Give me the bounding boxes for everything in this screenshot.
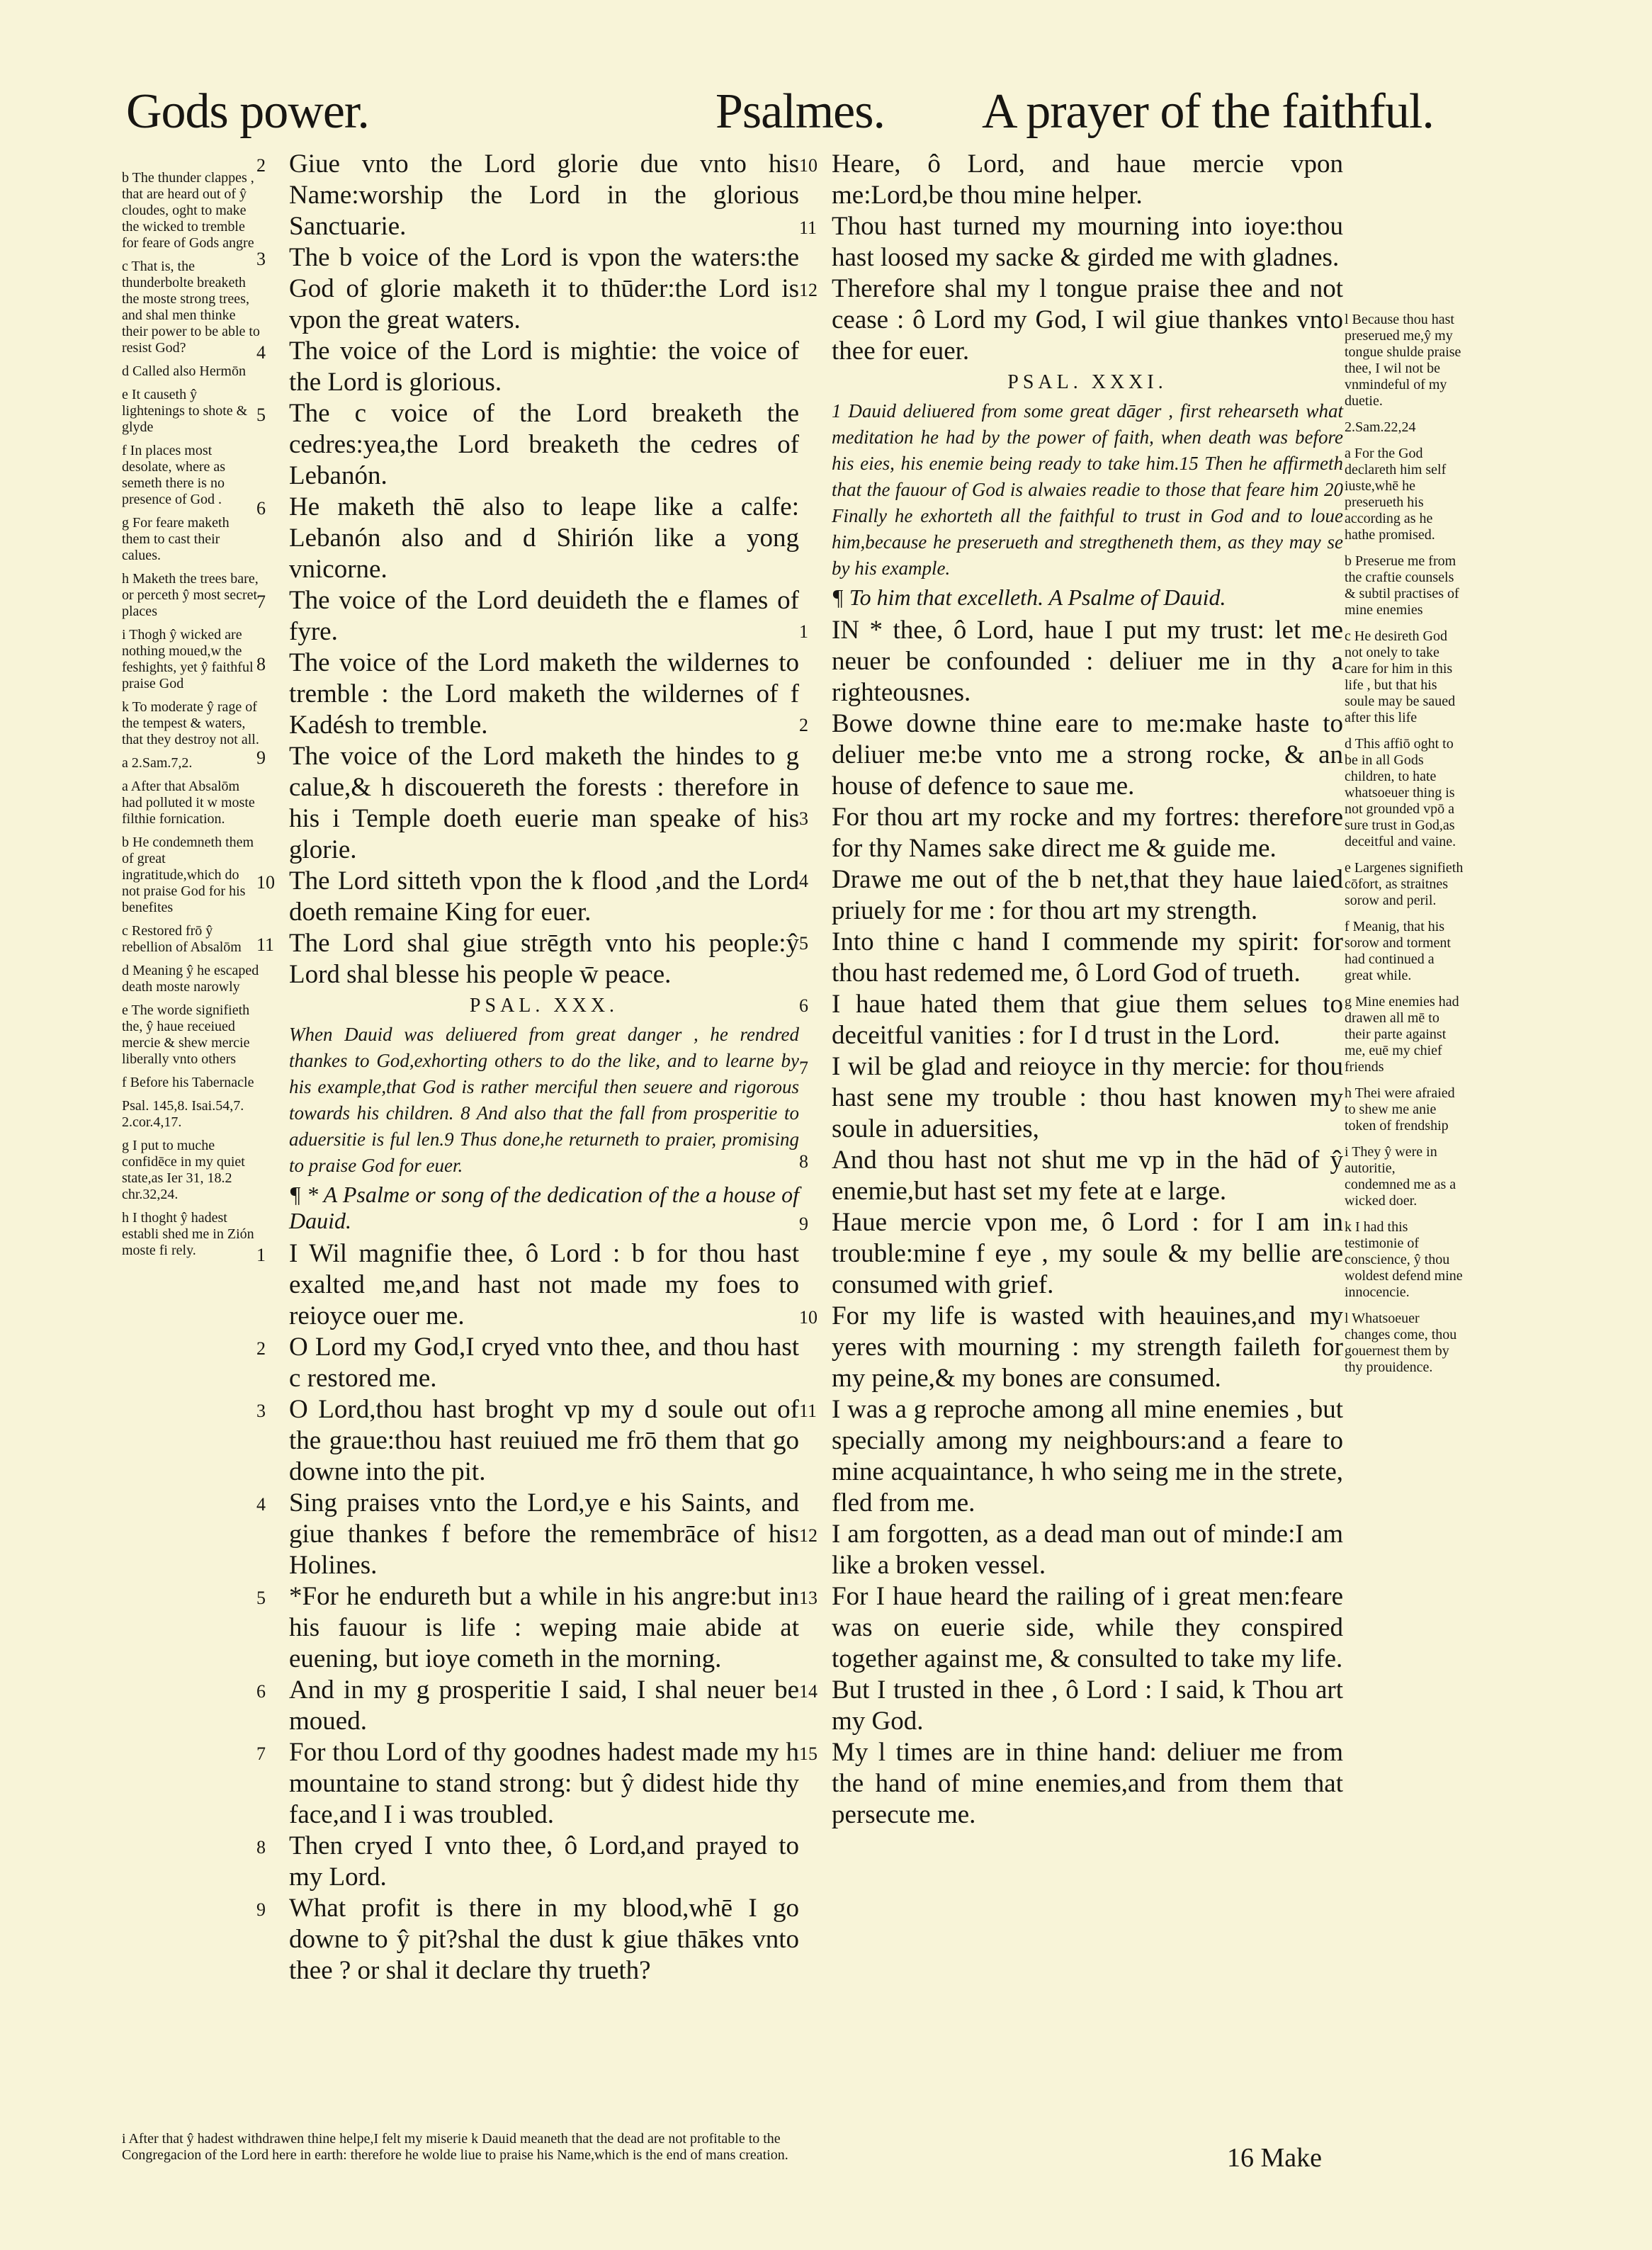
verse-number: 9 bbox=[256, 747, 266, 768]
margin-note: i They ŷ were in autoritie, condemned me as a wicked doer. bbox=[1345, 1144, 1456, 1209]
running-head-right: A prayer of the faithful. bbox=[982, 84, 1434, 139]
verse-number: 5 bbox=[256, 1588, 266, 1608]
verse: And in my g prosperitie I said, I shal neuer be moued. 6 bbox=[256, 1675, 799, 1736]
verse: The c voice of the Lord breaketh the cedres:yea,the Lord breaketh the cedres of Lebanón. 5 bbox=[256, 399, 799, 490]
margin-note: e It causeth ŷ lightenings to shote & glyde bbox=[122, 387, 248, 435]
verse: Drawe me out of the b net,that they haue laied priuely for me : for thou art my strength. 4 bbox=[799, 865, 1343, 925]
verse: The voice of the Lord deuideth the e flames of fyre. 7 bbox=[256, 586, 799, 646]
verse-number: 14 bbox=[799, 1681, 817, 1702]
verse: But I trusted in thee , ô Lord : I said, k Thou art my God. 14 bbox=[799, 1675, 1343, 1736]
footnote: i After that ŷ hadest withdrawen thine helpe,I felt my miserie k Dauid meaneth that the dead are not profitable to the Congregacion of the Lord here in earth: therefore he wolde liue to praise his Name,which is the end of mans creation. bbox=[122, 2131, 788, 2163]
margin-note: f Before his Tabernacle bbox=[122, 1075, 254, 1090]
verse: For thou art my rocke and my fortres: therefore for thy Names sake direct me & guide me. 3 bbox=[799, 803, 1343, 863]
verse-number: 10 bbox=[256, 872, 275, 893]
verse-number: 4 bbox=[799, 871, 808, 891]
verse: He maketh thē also to leape like a calfe: Lebanón also and d Shirión like a yong vnicorne. 6 bbox=[256, 492, 799, 584]
left-text-column bbox=[256, 149, 799, 1986]
psalm-title: PSAL. XXX. bbox=[469, 995, 619, 1017]
verse: The b voice of the Lord is vpon the waters:the God of glorie maketh it to thūder:the Lord is vpon the great waters. 3 bbox=[256, 243, 799, 334]
verse: I was a g reproche among all mine enemies , but specially among my neighbours:and a feare to mine acquaintance, h who seing me in the strete, fled from me. 11 bbox=[799, 1395, 1343, 1517]
verse: Thou hast turned my mourning into ioye:thou hast loosed my sacke & girded me with gladnes. 11 bbox=[799, 212, 1343, 272]
verse-number: 15 bbox=[799, 1743, 817, 1764]
verse-number: 3 bbox=[799, 808, 808, 829]
verse-number: 2 bbox=[799, 715, 808, 735]
verse: I am forgotten, as a dead man out of minde:I am like a broken vessel. 12 bbox=[799, 1520, 1343, 1580]
verse: The voice of the Lord maketh the wildernes to tremble : the Lord maketh the wildernes of f Kadésh to tremble. 8 bbox=[256, 648, 799, 740]
margin-note: d Called also Hermōn bbox=[122, 363, 246, 379]
margin-note: l Because thou hast preserued me,ŷ my tongue shulde praise thee, I wil not be vnmindeful of my duetie. bbox=[1345, 312, 1461, 409]
margin-note: d Meaning ŷ he escaped death moste narowly bbox=[122, 963, 259, 995]
margin-note: f In places most desolate, where as semeth there is no presence of God . bbox=[122, 443, 226, 507]
verse-number: 8 bbox=[256, 1837, 266, 1858]
verse-number: 2 bbox=[256, 1338, 266, 1359]
verse: O Lord my God,I cryed vnto thee, and thou hast c restored me. 2 bbox=[256, 1333, 799, 1393]
psalm-superscription: ¶ * A Psalme or song of the dedication of the a house of Dauid. bbox=[289, 1182, 799, 1233]
verse: The Lord sitteth vpon the k flood ,and the Lord doeth remaine King for euer. 10 bbox=[256, 866, 799, 927]
verse-number: 11 bbox=[799, 217, 817, 238]
verse-number: 12 bbox=[799, 1525, 817, 1546]
verse: Into thine c hand I commende my spirit: for thou hast redemed me, ô Lord God of trueth. 5 bbox=[799, 927, 1343, 988]
verse: I haue hated them that giue them selues to deceitful vanities : for I d trust in the Lord. 6 bbox=[799, 990, 1343, 1050]
margin-note: h I thoght ŷ hadest establi shed me in Zión moste fi rely. bbox=[122, 1210, 254, 1258]
verse-number: 8 bbox=[256, 654, 266, 674]
margin-note: f Meanig, that his sorow and torment had continued a great while. bbox=[1345, 919, 1451, 983]
margin-note: e The worde signifieth the, ŷ haue receiued mercie & shew mercie liberally vnto others bbox=[122, 1002, 250, 1067]
verse-number: 10 bbox=[799, 1307, 817, 1328]
margin-note: b Preserue me from the craftie counsels & subtil practises of mine enemies bbox=[1345, 553, 1459, 618]
verse-number: 7 bbox=[799, 1058, 808, 1078]
verse: IN * thee, ô Lord, haue I put my trust: let me neuer be confounded : deliuer me in thy a righteousnes. 1 bbox=[799, 616, 1343, 707]
verse: What profit is there in my blood,whē I go downe to ŷ pit?shal the dust k giue thākes vnto thee ? or shal it declare thy trueth? 9 bbox=[256, 1894, 799, 1985]
psalm-superscription: ¶ To him that excelleth. A Psalme of Dauid. bbox=[832, 584, 1226, 610]
verse-number: 5 bbox=[256, 405, 266, 425]
psalm-argument: 1 Dauid deliuered from some great dāger , first rehearseth what meditation he had by the power of faith, when death was before his eies, his enemie being ready to take him.15 Then he affirmeth that the fauour of God is alwaies readie to those that feare him 20 Finally he exhorteth all the faithful to trust in God and to loue him,because he preserueth and stregtheneth them, as they may se by his example. bbox=[832, 400, 1343, 579]
verse: I Wil magnifie thee, ô Lord : b for thou hast exalted me,and hast not made my foes to reioyce ouer me. 1 bbox=[256, 1239, 799, 1330]
verse-number: 5 bbox=[799, 933, 808, 954]
margin-note: h Thei were afraied to shew me anie token of frendship bbox=[1345, 1085, 1455, 1134]
verse-number: 6 bbox=[256, 1681, 266, 1702]
margin-note: Psal. 145,8. Isai.54,7. 2.cor.4,17. bbox=[122, 1098, 244, 1130]
verse: For my life is wasted with heauines,and my yeres with mourning : my strength faileth for my peine,& my bones are consumed. 10 bbox=[799, 1301, 1343, 1393]
verse: The voice of the Lord maketh the hindes to g calue,& h discouereth the forests : therefore in his i Temple doeth euerie man speake of his glorie. 9 bbox=[256, 742, 799, 864]
verse-number: 4 bbox=[256, 1494, 266, 1515]
margin-note: g For feare maketh them to cast their calues. bbox=[122, 515, 230, 563]
verse-number: 11 bbox=[799, 1401, 817, 1421]
verse-number: 4 bbox=[256, 342, 266, 363]
verse: The Lord shal giue strēgth vnto his people:ŷ Lord shal blesse his people w̄ peace. 11 bbox=[256, 929, 799, 989]
margin-note: b The thunder clappes , that are heard out of ŷ cloudes, oght to make the wicked to tremble for feare of Gods angre bbox=[122, 170, 254, 251]
verse: Sing praises vnto the Lord,ye e his Saints, and giue thankes f before the remembrāce of his Holines. 4 bbox=[256, 1488, 799, 1580]
margin-note: e Largenes signifieth cōfort, as straitnes sorow and peril. bbox=[1345, 860, 1464, 908]
margin-note: 2.Sam.22,24 bbox=[1345, 419, 1416, 435]
margin-note: c Restored frō ŷ rebellion of Absalōm bbox=[122, 923, 242, 955]
verse-number: 9 bbox=[256, 1899, 266, 1920]
psalm-argument: When Dauid was deliuered from great danger , he rendred thankes to God,exhorting others to do the like, and to learne by his example,that God is rather merciful then seuere and rigorous towards his children. 8 And also that the fall from prosperitie to aduersitie is ful len.9 Thus done,he returneth to praier, promising to praise God for euer. bbox=[289, 1024, 799, 1176]
margin-note: g Mine enemies had drawen all mē to their parte against me, euē my chief friends bbox=[1345, 994, 1459, 1075]
verse-number: 8 bbox=[799, 1151, 808, 1172]
verse-number: 7 bbox=[256, 592, 266, 612]
verse-number: 9 bbox=[799, 1214, 808, 1234]
psalm-title: PSAL. XXXI. bbox=[1007, 371, 1167, 393]
right-text-column bbox=[799, 149, 1343, 1831]
verse-number: 7 bbox=[256, 1743, 266, 1764]
verse: Bowe downe thine eare to me:make haste to deliuer me:be vnto me a strong rocke, & an house of defence to saue me. 2 bbox=[799, 709, 1343, 801]
verse-number: 11 bbox=[256, 934, 275, 955]
margin-note: g I put to muche confidēce in my quiet state,as Ier 31, 18.2 chr.32,24. bbox=[122, 1138, 245, 1202]
margin-note: a After that Absalōm had polluted it w moste filthie fornication. bbox=[122, 779, 255, 827]
verse: *For he endureth but a while in his angre:but in his fauour is life : weping maie abide at euening, but ioye cometh in the morning. 5 bbox=[256, 1582, 799, 1673]
margin-note: a 2.Sam.7,2. bbox=[122, 755, 193, 771]
verse: Heare, ô Lord, and haue mercie vpon me:Lord,be thou mine helper. 10 bbox=[799, 149, 1343, 210]
verse: The voice of the Lord is mightie: the voice of the Lord is glorious. 4 bbox=[256, 337, 799, 397]
verse-number: 3 bbox=[256, 249, 266, 269]
margin-note: l Whatsoeuer changes come, thou gouernest them by thy prouidence. bbox=[1345, 1311, 1457, 1375]
margin-note: b He condemneth them of great ingratitude,which do not praise God for his benefites bbox=[122, 835, 254, 915]
verse-number: 12 bbox=[799, 280, 817, 300]
verse: Haue mercie vpon me, ô Lord : for I am in trouble:mine f eye , my soule & my bellie are consumed with grief. 9 bbox=[799, 1208, 1343, 1299]
verse-number: 13 bbox=[799, 1588, 817, 1608]
verse: O Lord,thou hast broght vp my d soule out of the graue:thou hast reuiued me frō them that go downe into the pit. 3 bbox=[256, 1395, 799, 1486]
margin-note: k To moderate ŷ rage of the tempest & waters, that they destroy not all. bbox=[122, 699, 259, 747]
verse-number: 6 bbox=[256, 498, 266, 519]
verse: My l times are in thine hand: deliuer me from the hand of mine enemies,and from them that persecute me. 15 bbox=[799, 1738, 1343, 1829]
margin-note: c That is, the thunderbolte breaketh the moste strong trees, and shal men thinke their power to be able to resist God? bbox=[122, 259, 260, 356]
verse-number: 1 bbox=[256, 1245, 266, 1265]
verse-number: 6 bbox=[799, 995, 808, 1016]
verse: I wil be glad and reioyce in thy mercie: for thou hast sene my trouble : thou hast knowen my soule in aduersities, 7 bbox=[799, 1052, 1343, 1143]
running-head-left: Gods power. bbox=[126, 84, 369, 139]
margin-note: c He desireth God not onely to take care for him in this life , but that his soule may be saued after this life bbox=[1345, 628, 1456, 725]
verse: And thou hast not shut me vp in the hād of ŷ enemie,but hast set my fete at e large. 8 bbox=[799, 1146, 1343, 1206]
margin-note: i Thogh ŷ wicked are nothing moued,w the feshights, yet ŷ faithful praise God bbox=[122, 627, 254, 691]
margin-note: d This affiō oght to be in all Gods children, to hate whatsoeuer thing is not grounded vpō a sure trust in God,as deceitful and vaine. bbox=[1345, 736, 1456, 849]
margin-note: a For the God declareth him self iuste,whē he preserueth his according as he hathe promised. bbox=[1345, 446, 1447, 543]
verse-number: 1 bbox=[799, 621, 808, 642]
margin-note: k I had this testimonie of conscience, ŷ thou woldest defend mine innocencie. bbox=[1345, 1219, 1463, 1300]
running-head-center: Psalmes. bbox=[715, 84, 885, 139]
verse: Therefore shal my l tongue praise thee and not cease : ô Lord my God, I wil giue thankes vnto thee for euer. 12 bbox=[799, 274, 1343, 366]
verse: Giue vnto the Lord glorie due vnto his Name:worship the Lord in the glorious Sanctuarie. 2 bbox=[256, 149, 799, 241]
verse: Then cryed I vnto thee, ô Lord,and prayed to my Lord. 8 bbox=[256, 1831, 799, 1892]
verse: For I haue heard the railing of i great men:feare was on euerie side, while they conspired together against me, & consulted to take my life. 13 bbox=[799, 1582, 1343, 1673]
verse-number: 2 bbox=[256, 155, 266, 176]
margin-note: h Maketh the trees bare, or perceth ŷ most secret places bbox=[122, 571, 259, 619]
verse-number: 3 bbox=[256, 1401, 266, 1421]
verse-number: 10 bbox=[799, 155, 817, 176]
verse: For thou Lord of thy goodnes hadest made my h mountaine to stand strong: but ŷ didest hide thy face,and I i was troubled. 7 bbox=[256, 1738, 799, 1829]
catchword: 16 Make bbox=[1227, 2143, 1323, 2173]
